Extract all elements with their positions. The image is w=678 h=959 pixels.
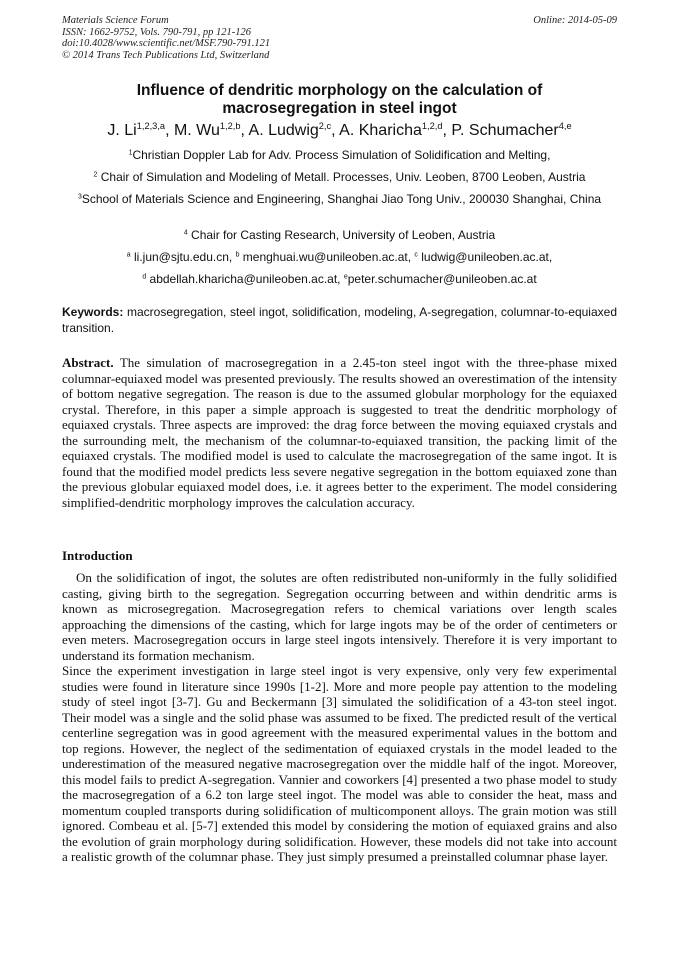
affiliation-1: $^1$Christian Doppler Lab for Adv. Process Simulation of Solidification and Melting,: [128, 148, 551, 162]
paper-title: [62, 82, 617, 118]
author: P. Schumacher$^{4,e}$: [451, 120, 572, 139]
author: M. Wu$^{1,2,b}$,: [173, 120, 249, 139]
introduction-heading: Introduction: [62, 548, 133, 563]
author-list: [62, 121, 617, 141]
email-line-1: $^a$ li.jun@sjtu.edu.cn, $^b$ menghuai.wu@unileoben.ac.at, $^c$ ludwig@unileoben.ac.at,: [126, 250, 553, 264]
doi-line: doi:10.4028/www.scientific.net/MSF.790-791.121: [62, 38, 271, 49]
issn-line: ISSN: 1662-9752, Vols. 790-791, pp 121-126: [62, 26, 251, 38]
abstract-text: The simulation of macrosegregation in a 2.45-ton steel ingot with the three-phase mixed columnar-equiaxed model was presented previously. The results showed an overestimation of the intensity of bottom negative segregation. The reason is due to the assumed globular morphology for the equiaxed crystal. Therefore, in this paper a simple approach is suggested to treat the dendritic morphology of equiaxed crystals. Three aspects are improved: the drag force between the moving equiaxed crystals and the surrounding melt, the mechanism of the columnar-to-equiaxed transition, the packing limit of the equiaxed crystals. The modified model is used to calculate the macrosegregation of the same ingot. It is found that the modified model predicts less severe negative segregation in the bottom equiaxed zone than the previous globular equiaxed model does, i.e. it agrees better to the experiment. The model considering simplified-dendritic morphology improves the calculation accuracy.: [62, 355, 617, 510]
affiliation-3: $^3$School of Materials Science and Engineering, Shanghai Jiao Tong Univ., 200030 Shanghai, China: [77, 192, 602, 206]
intro-paragraph-2: Since the experiment investigation in large steel ingot is very expensive, only very few experimental studies were found in literature since 1990s [1-2]. More and more people pay attention to the modeling study of steel ingot [3-7]. Gu and Beckermann [3] simulated the solidification of a 43-ton steel ingot. Their model was a single and the solid phase was assumed to be fixed. The predicted result of the vertical centerline segregation was in good agreement with the measured experimental values in the bottom and top regions. However, the neglect of the sedimentation of equiaxed crystals in the model leaded to the underestimation of the measured negative macrosegregation over the middle half of the ingot. Moreover, this model fails to predict A-segregation. Vannier and coworkers [4] presented a two phase model to study the macrosegregation of a 6.2 ton large steel ingot. The model was able to consider the heat, mass and momentum coupled transports during solidification of multicomponent alloys. The grain motion was still ignored. Combeau et al. [5-7] extended this model by considering the motion of equiaxed grains and also the evolution of grain morphology during solidification. However, these models did not take into account a realistic growth of the columnar phase. They just simply presumed a preinstalled columnar phase layer.: [62, 663, 617, 864]
intro-paragraph-1: On the solidification of ingot, the solutes are often redistributed non-uniformly in the fully solidified casting, giving birth to the segregation. Segregation occurring between and within dendritic arms is known as microsegregation. Macrosegregation refers to chemical variations over length scales approaching the dimensions of the casting, which for large ingots may be of the order of centimeters or even meters. Macrosegregation occurs in large steel ingots intensively. Therefore it is very important to understand its formation mechanism.: [62, 570, 617, 663]
author: A. Kharicha$^{1,2,d}$,: [339, 120, 452, 139]
title-line-1: Influence of dendritic morphology on the calculation of: [136, 82, 543, 99]
journal-header: [62, 15, 617, 61]
email-line-2: $^d$ abdellah.kharicha@unileoben.ac.at, $^e$peter.schumacher@unileoben.ac.at: [142, 272, 537, 286]
online-date: Online: 2014-05-09: [533, 15, 617, 26]
affiliation-2: $^2$ Chair of Simulation and Modeling of Metall. Processes, Univ. Leoben, 8700 Leoben, Austria: [93, 170, 586, 184]
keywords-label: Keywords:: [62, 305, 124, 319]
author: A. Ludwig$^{2,c}$,: [248, 120, 340, 139]
introduction-body: [62, 570, 617, 865]
journal-name: Materials Science Forum: [62, 15, 169, 26]
abstract-block: [62, 355, 617, 510]
copyright-line: © 2014 Trans Tech Publications Ltd, Switzerland: [62, 49, 270, 61]
affiliation-4: $^4$ Chair for Casting Research, University of Leoben, Austria: [183, 228, 496, 242]
keywords-block: [62, 305, 617, 336]
keywords-text: macrosegregation, steel ingot, solidification, modeling, A-segregation, columnar-to-equiaxed transition.: [62, 305, 617, 335]
abstract-label: Abstract.: [62, 355, 114, 370]
author: J. Li$^{1,2,3,a}$,: [107, 120, 174, 139]
title-line-2: macrosegregation in steel ingot: [222, 100, 457, 117]
